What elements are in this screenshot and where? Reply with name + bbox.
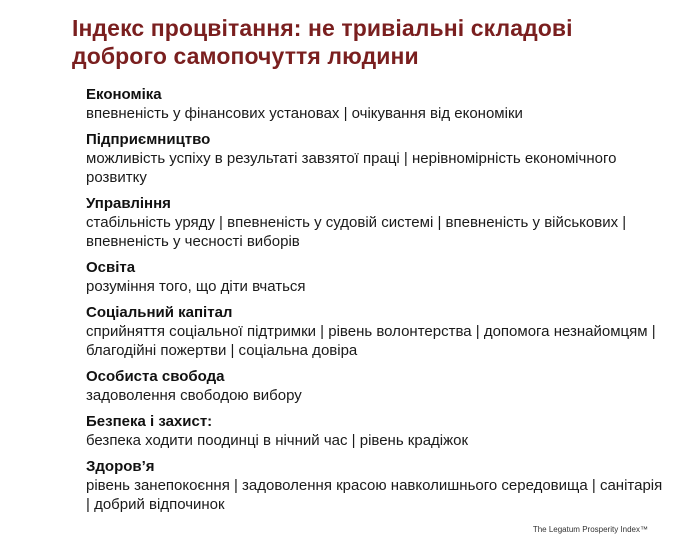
section-description: рівень занепокоєння | задоволення красою навколишнього середовища | санітарія | добрий відпочинок	[86, 477, 663, 513]
section-education	[86, 259, 666, 296]
section-description: безпека ходити поодинці в нічний час | рівень крадіжок	[86, 432, 469, 449]
source-credit: The Legatum Prosperity Index™	[532, 525, 648, 534]
section-heading: Підприємництво	[86, 131, 211, 148]
section-description: можливість успіху в результаті завзятої праці | нерівномірність економічного розвитку	[86, 150, 617, 186]
section-description: впевненість у фінансових установах | очікування від економіки	[86, 105, 523, 122]
section-safety-security	[86, 413, 666, 450]
section-entrepreneurship	[86, 131, 666, 187]
section-heading: Управління	[86, 195, 171, 212]
prosperity-components-list	[86, 86, 666, 522]
section-heading: Освіта	[86, 259, 136, 276]
section-description: розуміння того, що діти вчаться	[86, 278, 306, 295]
section-description: сприйняття соціальної підтримки | рівень волонтерства | допомога незнайомцям | благодійні пожертви | соціальна довіра	[86, 323, 656, 359]
section-heading: Соціальний капітал	[86, 304, 233, 321]
section-governance	[86, 195, 666, 251]
section-heading: Здоров’я	[86, 458, 155, 475]
section-heading: Безпека і захист:	[86, 413, 213, 430]
section-description: стабільність уряду | впевненість у судовій системі | впевненість у військових | впевненість у чесності виборів	[86, 214, 627, 250]
section-social-capital	[86, 304, 666, 360]
section-personal-freedom	[86, 368, 666, 405]
section-health	[86, 458, 666, 514]
section-heading: Економіка	[86, 86, 162, 103]
section-description: задоволення свободою вибору	[86, 387, 302, 404]
page-title: Індекс процвітання: не тривіальні складові доброго самопочуття людини	[72, 15, 573, 69]
section-economy	[86, 86, 666, 123]
section-heading: Особиста свобода	[86, 368, 225, 385]
